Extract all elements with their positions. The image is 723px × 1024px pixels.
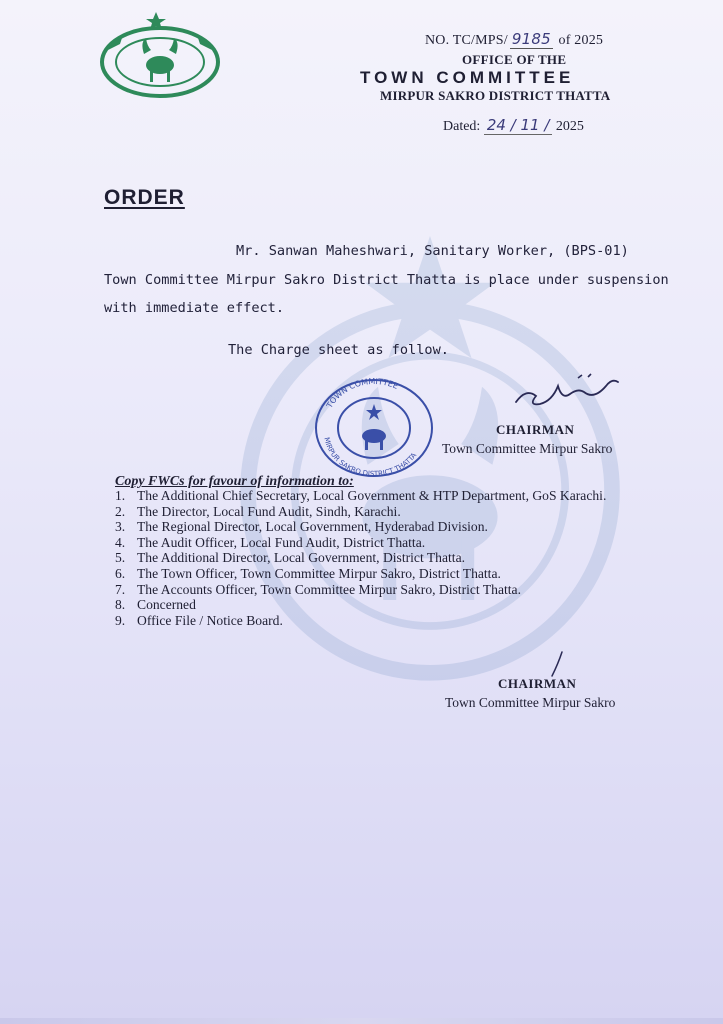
list-item: 4. The Audit Officer, Local Fund Audit, District Thatta. bbox=[115, 534, 426, 550]
copy-list bbox=[115, 488, 606, 628]
chairman-signature-icon bbox=[508, 372, 632, 416]
town-committee-logo-icon bbox=[98, 10, 226, 100]
reference-number: NO. TC/MPS/ 9185 of 2025 bbox=[425, 30, 604, 48]
page-bottom-edge bbox=[0, 1018, 723, 1024]
order-line-3: with immediate effect. bbox=[104, 300, 285, 316]
list-item: 3. The Regional Director, Local Government, Hyderabad Division. bbox=[115, 519, 488, 535]
order-line-4: The Charge sheet as follow. bbox=[228, 342, 449, 358]
handwritten-ref-number: 9185 bbox=[511, 30, 551, 48]
copy-heading: Copy FWCs for favour of information to: bbox=[115, 474, 354, 489]
list-item: 9. Office File / Notice Board. bbox=[115, 612, 283, 628]
office-of-heading: OFFICE OF THE bbox=[462, 52, 567, 67]
dated-line: Dated: 24 / 11 / 2025 bbox=[443, 116, 584, 134]
chairman-title-2: CHAIRMAN bbox=[498, 676, 577, 691]
stamp-top-text: TOWN COMMITTEE bbox=[324, 376, 400, 410]
town-committee-heading: TOWN COMMITTEE bbox=[360, 68, 575, 87]
district-heading: MIRPUR SAKRO DISTRICT THATTA bbox=[380, 88, 611, 103]
chairman-subtitle-2: Town Committee Mirpur Sakro bbox=[445, 695, 616, 710]
chairman-title: CHAIRMAN bbox=[496, 422, 575, 437]
list-item: 5. The Additional Director, Local Government, District Thatta. bbox=[115, 550, 466, 566]
chairman-subtitle: Town Committee Mirpur Sakro bbox=[442, 441, 613, 456]
list-item: 2. The Director, Local Fund Audit, Sindh, Karachi. bbox=[115, 503, 401, 519]
list-item: 6. The Town Officer, Town Committee Mirpur Sakro, District Thatta. bbox=[115, 565, 501, 581]
official-stamp-icon bbox=[312, 374, 436, 478]
stamp-bottom-text: MIRPUR SAKRO DISTRICT THATTA bbox=[322, 436, 419, 478]
list-item: 7. The Accounts Officer, Town Committee Mirpur Sakro, District Thatta. bbox=[115, 581, 521, 597]
order-title: ORDER bbox=[104, 186, 185, 209]
list-item: 8. Concerned bbox=[115, 597, 196, 613]
order-line-1: Mr. Sanwan Maheshwari, Sanitary Worker, (BPS-01) bbox=[236, 243, 629, 259]
handwritten-date: 24 / 11 / bbox=[484, 116, 553, 135]
order-line-2: Town Committee Mirpur Sakro District Thatta is place under suspension bbox=[104, 272, 669, 288]
list-item: 1. The Additional Chief Secretary, Local Government & HTP Department, GoS Karachi. bbox=[115, 488, 607, 503]
